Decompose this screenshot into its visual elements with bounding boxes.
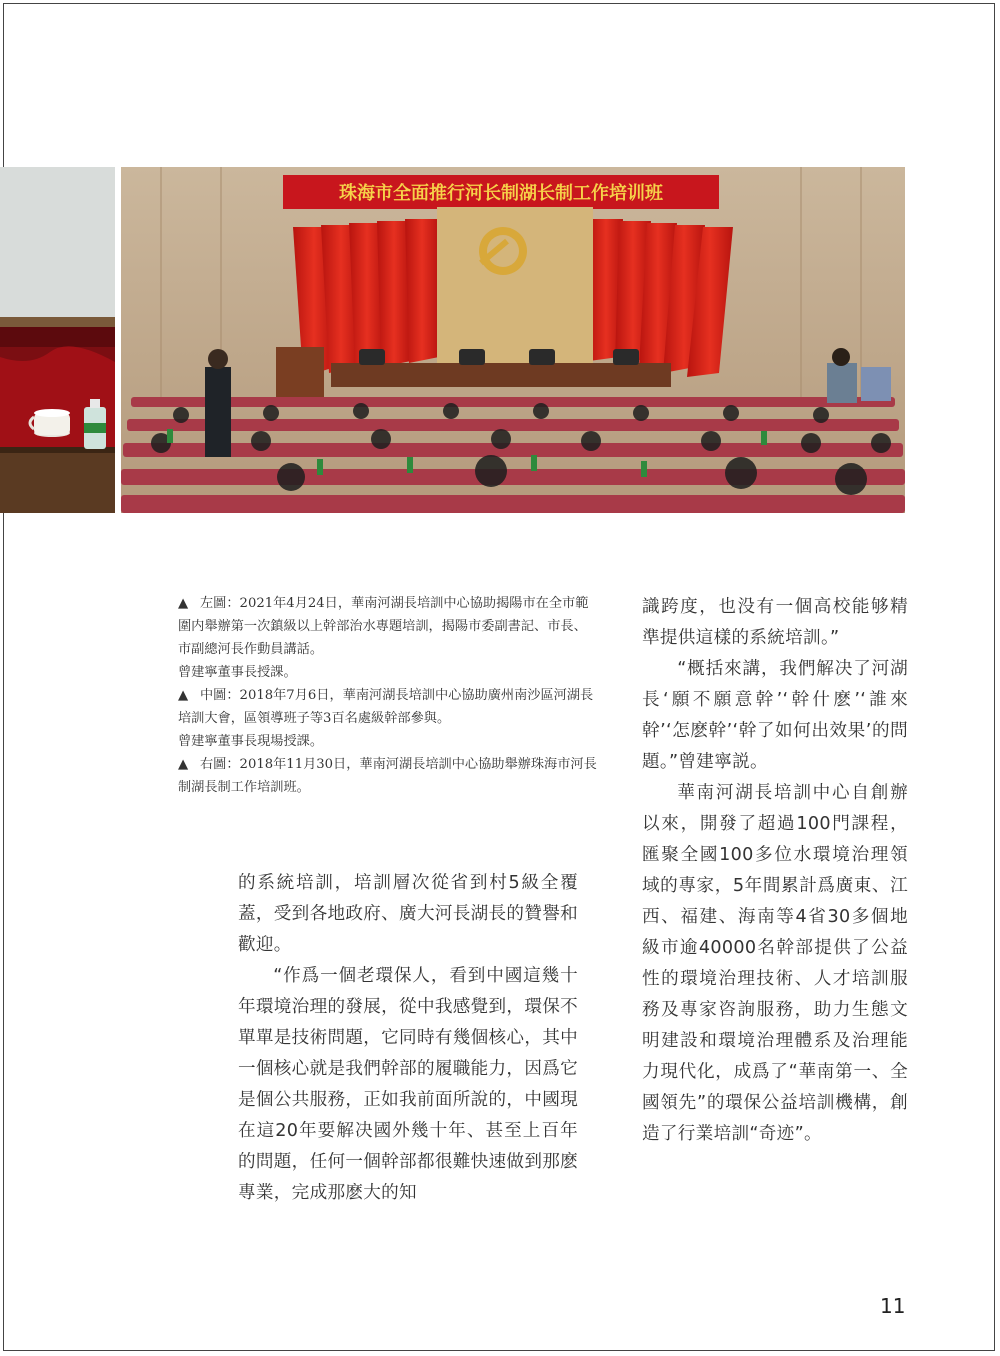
body-column-left bbox=[238, 868, 578, 1209]
caption-middle-note: 曾建寧董事長現場授課。 bbox=[178, 734, 324, 749]
caption-right bbox=[178, 753, 598, 799]
banner-text: 珠海市全面推行河长制湖长制工作培训班 bbox=[339, 183, 663, 204]
caption-right-text: 右圖：2018年11月30日，華南河湖長培訓中心協助舉辦珠海市河長制湖長制工作培訓班。 bbox=[178, 757, 597, 795]
paragraph: 華南河湖長培訓中心自創辦以來，開發了超過100門課程，匯聚全國100多位水環境治理領域的專家，5年間累計爲廣東、江西、福建、海南等4省30多個地級市逾40000名幹部提供了公益性的環境治理技術、人才培訓服務及專家咨詢服務，助力生態文明建設和環境治理體系及治理能力現代化，成爲了“華南第一、全國領先”的環保公益培訓機構，創造了行業培訓“奇迹”。 bbox=[642, 783, 908, 1144]
paragraph: “作爲一個老環保人，看到中國這幾十年環境治理的發展，從中我感覺到，環保不單單是技術問題，它同時有幾個核心，其中一個核心就是我們幹部的履職能力，因爲它是個公共服務，正如我前面所說的，中國現在這20年要解决國外幾十年、甚至上百年的問題，任何一個幹部都很難快速做到那麽專業，完成那麽大的知 bbox=[238, 966, 578, 1203]
caption-middle-text: 中圖：2018年7月6日，華南河湖長培訓中心協助廣州南沙區河湖長培訓大會，區領導班子等3百名處級幹部參與。 bbox=[178, 688, 594, 726]
triangle-marker-icon: ▲ bbox=[178, 757, 189, 772]
paragraph: 識跨度，也没有一個高校能够精準提供這樣的系統培訓。” bbox=[642, 597, 908, 648]
caption-left bbox=[178, 592, 598, 684]
caption-left-note: 曾建寧董事長授課。 bbox=[178, 665, 297, 680]
photo-captions bbox=[178, 592, 598, 799]
training-hall-image bbox=[121, 167, 905, 513]
body-column-right bbox=[642, 592, 908, 1150]
caption-middle bbox=[178, 684, 598, 753]
triangle-marker-icon: ▲ bbox=[178, 596, 189, 611]
emblem bbox=[479, 227, 527, 275]
photo-training-session bbox=[121, 167, 905, 513]
triangle-marker-icon: ▲ bbox=[178, 688, 189, 703]
photo-left-partial bbox=[0, 167, 115, 513]
paragraph: 的系統培訓，培訓層次從省到村5級全覆蓋，受到各地政府、廣大河長湖長的贊譽和歡迎。 bbox=[238, 873, 578, 955]
paragraph: “概括來講，我們解决了河湖長‘願不願意幹’‘幹什麽’‘誰來幹’‘怎麽幹’‘幹了如何出效果’的問題。”曾建寧説。 bbox=[642, 659, 908, 772]
caption-left-text: 左圖：2021年4月24日，華南河湖長培訓中心協助揭陽市在全市範圍内舉辦第一次鎮級以上幹部治水專題培訓，揭陽市委副書記、市長、市副總河長作動員講話。 bbox=[178, 596, 589, 657]
page-number: 11 bbox=[880, 1294, 906, 1318]
lecture-stage-image bbox=[0, 167, 115, 513]
